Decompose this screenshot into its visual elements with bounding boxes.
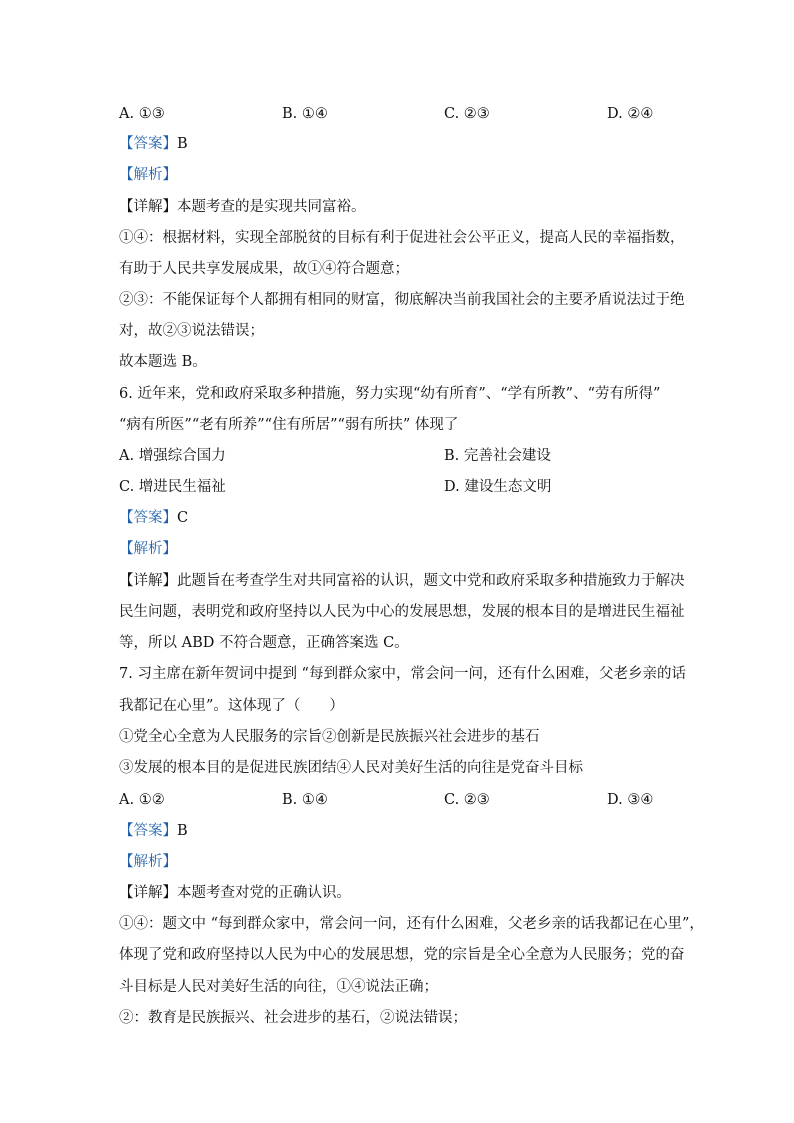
q5-answer <box>119 134 188 154</box>
q7-option-c: C. ②③ <box>444 792 490 808</box>
q6-line: 等，所以 ABD 不符合题意，正确答案选 C。 <box>119 635 409 651</box>
q7-line: 体现了党和政府坚持以人民为中心的发展思想，党的宗旨是全心全意为人民服务；党的奋 <box>119 947 685 963</box>
q5-line: ①④：根据材料，实现全部脱贫的目标有利于促进社会公平正义，提高人民的幸福指数， <box>119 230 685 246</box>
q7-stem: ①党全心全意为人民服务的宗旨②创新是民族振兴社会进步的基石 <box>119 729 540 745</box>
q6-options-row1 <box>119 446 679 466</box>
q5-option-c: C. ②③ <box>444 106 490 122</box>
q7-stem: 我都记在心里”。这体现了（ ） <box>119 698 344 714</box>
q7-line: ②：教育是民族振兴、社会进步的基石，②说法错误； <box>119 1010 467 1026</box>
q6-option-c: C. 增进民生福祉 <box>119 479 226 495</box>
q7-option-a: A. ①② <box>119 792 165 808</box>
q5-line: 故本题选 B。 <box>119 354 207 370</box>
q5-line: 对，故②③说法错误； <box>119 323 264 339</box>
q5-options <box>119 104 679 124</box>
q7-analysis-tag: 【解析】 <box>119 854 177 870</box>
q6-analysis-tag: 【解析】 <box>119 541 177 557</box>
q7-options <box>119 790 679 810</box>
q6-options-row2 <box>119 477 679 497</box>
q7-option-b: B. ①④ <box>282 792 328 808</box>
detail-text: 此题旨在考查学生对共同富裕的认识，题文中党和政府采取多种措施致力于解决 <box>177 573 685 589</box>
q7-line: ①④：题文中 “每到群众家中，常会问一问，还有什么困难，父老乡亲的话我都记在心里”， <box>119 916 704 932</box>
q6-option-d: D. 建设生态文明 <box>444 479 552 495</box>
q5-option-d: D. ②④ <box>607 106 654 122</box>
q5-analysis-tag: 【解析】 <box>119 167 177 183</box>
q7-answer <box>119 821 188 841</box>
q5-line: ②③：不能保证每个人都拥有相同的财富，彻底解决当前我国社会的主要矛盾说法过于绝 <box>119 292 685 308</box>
q7-line: 斗目标是人民对美好生活的向往，①④说法正确； <box>119 979 438 995</box>
q7-stem: 7. 习主席在新年贺词中提到 “每到群众家中，常会问一问，还有什么困难，父老乡亲的话 <box>119 666 686 682</box>
detail-tag: 【详解】 <box>119 885 177 901</box>
answer-value: C <box>177 510 189 526</box>
answer-value: B <box>177 136 188 152</box>
answer-value: B <box>177 823 188 839</box>
q6-stem: “病有所医”“老有所养”“住有所居”“弱有所扶” 体现了 <box>119 417 459 433</box>
detail-tag: 【详解】 <box>119 573 177 589</box>
q6-detail <box>119 571 685 591</box>
q6-answer <box>119 508 188 528</box>
q6-option-a: A. 增强综合国力 <box>119 448 226 464</box>
detail-text: 本题考查的是实现共同富裕。 <box>177 199 366 215</box>
answer-tag: 【答案】 <box>119 136 177 152</box>
q7-detail <box>119 883 351 903</box>
answer-tag: 【答案】 <box>119 823 177 839</box>
detail-tag: 【详解】 <box>119 199 177 215</box>
q6-option-b: B. 完善社会建设 <box>444 448 551 464</box>
q5-detail <box>119 197 366 217</box>
answer-tag: 【答案】 <box>119 510 177 526</box>
q5-line: 有助于人民共享发展成果，故①④符合题意； <box>119 261 409 277</box>
q5-option-a: A. ①③ <box>119 106 165 122</box>
q6-line: 民生问题，表明党和政府坚持以人民为中心的发展思想，发展的根本目的是增进民生福祉 <box>119 604 685 620</box>
q7-stem: ③发展的根本目的是促进民族团结④人民对美好生活的向往是党奋斗目标 <box>119 760 583 776</box>
q7-option-d: D. ③④ <box>607 792 654 808</box>
q5-option-b: B. ①④ <box>282 106 328 122</box>
detail-text: 本题考查对党的正确认识。 <box>177 885 351 901</box>
q6-stem: 6. 近年来，党和政府采取多种措施，努力实现“幼有所育”、“学有所教”、“劳有所得” <box>119 386 661 402</box>
